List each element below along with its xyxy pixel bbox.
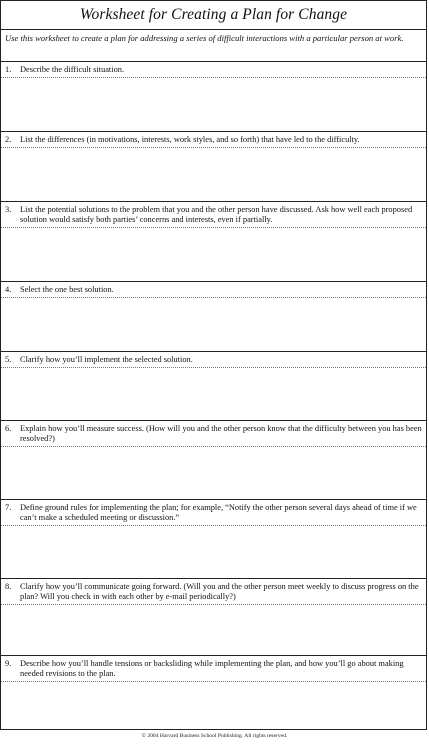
worksheet-item-7 [1, 500, 426, 579]
worksheet-item-4 [1, 282, 426, 352]
worksheet-item-2 [1, 132, 426, 202]
title-row [1, 1, 426, 30]
worksheet-title: Worksheet for Creating a Plan for Change [79, 6, 348, 23]
item-question: Select the one best solution. [20, 285, 114, 294]
item-number: 8. [5, 582, 12, 591]
worksheet-intro: Use this worksheet to create a plan for addressing a series of difficult interactions with a particular person at work. [1, 30, 426, 62]
item-question: Define ground rules for implementing the plan; for example, “Notify the other person several days ahead of time if we can’t make a scheduled meeting or discussion.” [20, 503, 417, 523]
item-question: Clarify how you’ll communicate going forward. (Will you and the other person meet weekly to discuss progress on the plan? Will you check in with each other by e-mail periodically?) [20, 582, 419, 602]
copyright-footer: © 2004 Harvard Business School Publishing. All rights reserved. [141, 733, 288, 739]
item-number: 2. [5, 135, 12, 144]
item-question: Describe the difficult situation. [20, 65, 125, 74]
worksheet-item-3 [1, 202, 426, 282]
item-question: List the differences (in motivations, interests, work styles, and so forth) that have led to the difficulty. [20, 135, 360, 144]
item-number: 6. [5, 424, 12, 433]
item-number: 9. [5, 659, 12, 668]
item-question: Clarify how you’ll implement the selected solution. [20, 355, 193, 364]
item-question: Explain how you’ll measure success. (How will you and the other person know that the difficulty between you has been resolved?) [20, 424, 422, 444]
worksheet-item-1 [1, 62, 426, 132]
item-number: 1. [5, 65, 12, 74]
item-number: 3. [5, 205, 12, 214]
worksheet-item-8 [1, 579, 426, 656]
item-number: 5. [5, 355, 12, 364]
item-question: List the potential solutions to the problem that you and the other person have discussed. Ask how well each proposed solution would satisfy both parties’ concerns and interests, even if partially. [20, 205, 413, 225]
worksheet-item-5 [1, 352, 426, 421]
item-number: 4. [5, 285, 12, 294]
worksheet-item-6 [1, 421, 426, 500]
item-question: Describe how you’ll handle tensions or backsliding while implementing the plan, and how you’ll go about making needed revisions to the plan. [20, 659, 404, 679]
item-number: 7. [5, 503, 12, 512]
worksheet-item-9 [1, 656, 426, 734]
